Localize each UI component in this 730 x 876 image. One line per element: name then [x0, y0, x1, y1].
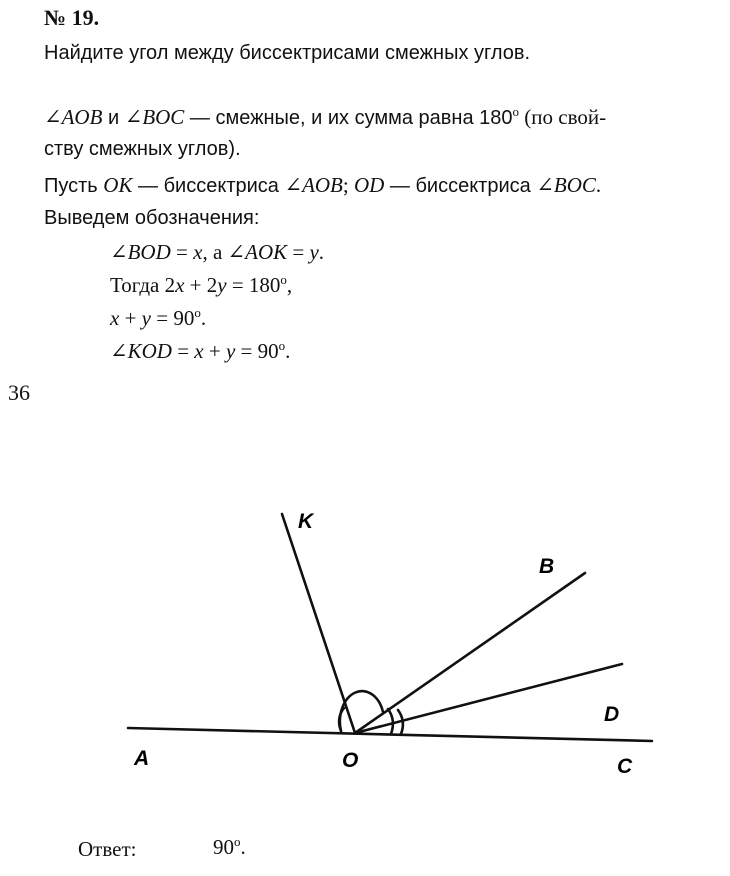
text-sum: — смежные, и их сумма равна 180: [184, 107, 513, 129]
label-d: D: [604, 703, 620, 726]
op: +: [119, 306, 142, 330]
text-let: Пусть: [44, 175, 104, 197]
arc-angle-bod: [388, 709, 393, 734]
label-o: O: [342, 749, 359, 772]
degree-sign: o: [278, 338, 286, 353]
label-b: B: [539, 555, 555, 578]
text-property: (по свой-: [519, 105, 607, 129]
angle-aok: ∠AOK: [227, 240, 288, 264]
degree-sign: o: [194, 305, 201, 320]
degree-sign: o: [512, 104, 520, 119]
ray-od: [355, 664, 622, 733]
ray-ok: OK: [103, 173, 133, 197]
text-then: Тогда 2: [110, 273, 176, 297]
op: =: [287, 240, 310, 264]
op: = 90: [235, 339, 279, 363]
punct: .: [285, 339, 291, 363]
op: = 90: [151, 306, 195, 330]
punct: .: [240, 835, 246, 859]
text-and: и: [102, 107, 125, 129]
var-y: y: [309, 240, 319, 264]
var-y: y: [217, 273, 227, 297]
punct: .: [595, 173, 602, 197]
var-x: x: [194, 339, 204, 363]
label-k: K: [298, 510, 314, 533]
problem-number: № 19.: [44, 5, 100, 30]
page-number: 36: [8, 380, 30, 405]
answer-label: Ответ:: [78, 837, 137, 861]
angle-aob: ∠AOB: [44, 105, 103, 129]
solution-line-2: ству смежных углов).: [44, 138, 241, 160]
punct: ;: [342, 173, 354, 197]
var-y: y: [225, 339, 236, 363]
answer-value: [213, 834, 246, 860]
ray-ok: [282, 514, 355, 733]
degree-sign: o: [280, 272, 287, 287]
problem-statement: Найдите угол между биссектрисами смежных углов.: [44, 42, 531, 64]
var-x: x: [110, 306, 120, 330]
op: + 2: [184, 273, 218, 297]
text-and: , а: [202, 240, 228, 264]
text-bisector: — биссектриса: [132, 175, 285, 197]
op: =: [170, 240, 194, 264]
label-a: A: [134, 747, 150, 770]
angle-kod: ∠KOD: [110, 339, 172, 363]
ray-od: OD: [353, 173, 385, 197]
label-c: C: [617, 755, 633, 778]
op: = 180: [226, 273, 281, 297]
angle-boc: ∠BOC: [124, 105, 185, 129]
answer-number: 90: [213, 835, 234, 859]
angle-aob: ∠AOB: [284, 173, 343, 197]
var-x: x: [175, 273, 185, 297]
angle-bod: ∠BOD: [110, 240, 171, 264]
punct: .: [318, 240, 325, 264]
degree-sign: o: [234, 834, 241, 849]
var-y: y: [141, 306, 151, 330]
angle-boc: ∠BOC: [536, 173, 596, 197]
var-x: x: [193, 240, 203, 264]
text-bisector: — биссектриса: [384, 175, 537, 197]
op: =: [171, 339, 195, 363]
solution-line-4: Выведем обозначения:: [44, 207, 260, 229]
op: +: [203, 339, 226, 363]
punct: ,: [286, 273, 293, 297]
punct: .: [200, 306, 207, 330]
